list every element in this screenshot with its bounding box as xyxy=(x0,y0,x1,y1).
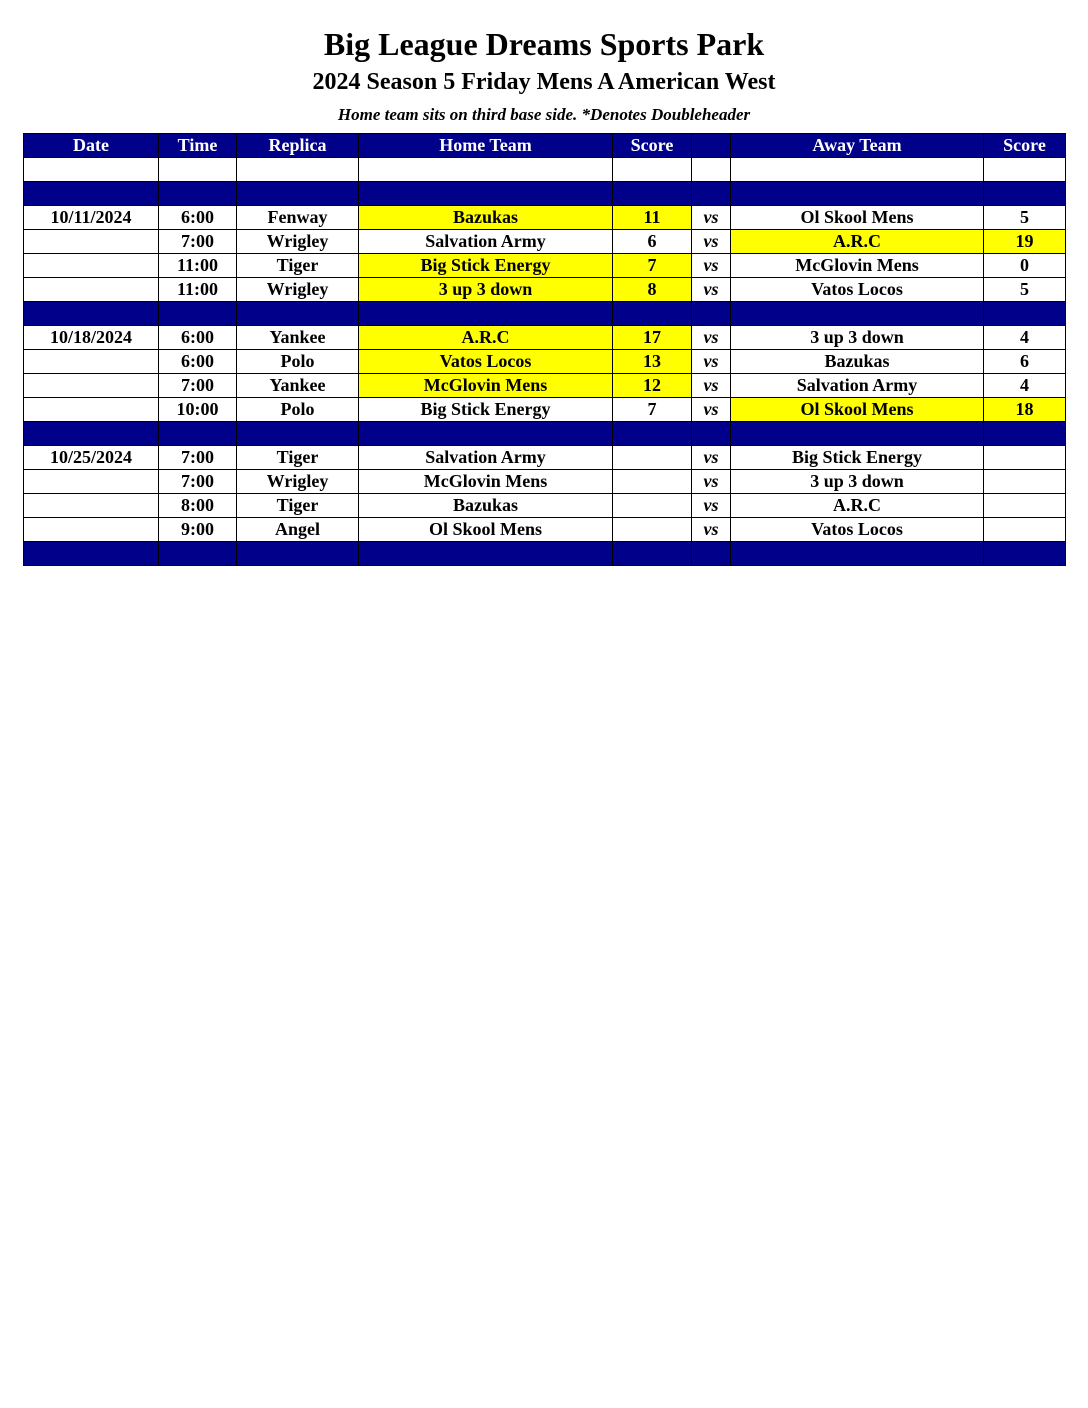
game-date xyxy=(24,398,159,422)
game-time: 7:00 xyxy=(159,374,237,398)
home-score: 13 xyxy=(613,350,692,374)
game-date xyxy=(24,278,159,302)
vs-label: vs xyxy=(692,278,731,302)
table-row xyxy=(24,446,1066,470)
away-team: Ol Skool Mens xyxy=(731,398,984,422)
col-header-home-team: Home Team xyxy=(359,134,613,158)
vs-label: vs xyxy=(692,494,731,518)
home-score: 11 xyxy=(613,206,692,230)
away-team: McGlovin Mens xyxy=(731,254,984,278)
schedule-note: Home team sits on third base side. *Denotes Doubleheader xyxy=(337,105,751,124)
separator-band xyxy=(24,422,1066,446)
home-score xyxy=(613,494,692,518)
home-score: 7 xyxy=(613,254,692,278)
header-row xyxy=(24,134,1066,158)
table-row xyxy=(24,254,1066,278)
game-replica: Tiger xyxy=(237,254,359,278)
vs-label: vs xyxy=(692,350,731,374)
table-row xyxy=(24,494,1066,518)
table-row xyxy=(24,350,1066,374)
game-date xyxy=(24,470,159,494)
game-replica: Wrigley xyxy=(237,470,359,494)
table-row xyxy=(24,230,1066,254)
game-date xyxy=(24,374,159,398)
game-replica: Yankee xyxy=(237,374,359,398)
game-date xyxy=(24,230,159,254)
game-time: 7:00 xyxy=(159,230,237,254)
home-team: Bazukas xyxy=(359,494,613,518)
away-team: Vatos Locos xyxy=(731,278,984,302)
away-score: 19 xyxy=(984,230,1066,254)
game-time: 7:00 xyxy=(159,446,237,470)
home-team: McGlovin Mens xyxy=(359,470,613,494)
schedule-table xyxy=(23,133,1066,566)
away-score: 18 xyxy=(984,398,1066,422)
table-row xyxy=(24,206,1066,230)
home-team: A.R.C xyxy=(359,326,613,350)
game-time: 6:00 xyxy=(159,350,237,374)
vs-label: vs xyxy=(692,518,731,542)
table-row xyxy=(24,374,1066,398)
away-score xyxy=(984,494,1066,518)
game-time: 8:00 xyxy=(159,494,237,518)
vs-label: vs xyxy=(692,326,731,350)
away-score: 5 xyxy=(984,278,1066,302)
game-replica: Polo xyxy=(237,350,359,374)
home-team: Bazukas xyxy=(359,206,613,230)
away-team: Ol Skool Mens xyxy=(731,206,984,230)
game-date xyxy=(24,254,159,278)
home-score: 17 xyxy=(613,326,692,350)
table-row xyxy=(24,278,1066,302)
game-time: 11:00 xyxy=(159,254,237,278)
col-header-date: Date xyxy=(24,134,159,158)
away-team: Vatos Locos xyxy=(731,518,984,542)
table-row xyxy=(24,470,1066,494)
away-score: 6 xyxy=(984,350,1066,374)
away-score xyxy=(984,470,1066,494)
col-header-time: Time xyxy=(159,134,237,158)
away-score xyxy=(984,518,1066,542)
game-date: 10/11/2024 xyxy=(24,206,159,230)
separator-band xyxy=(24,542,1066,566)
game-replica: Polo xyxy=(237,398,359,422)
table-row xyxy=(24,326,1066,350)
game-replica: Wrigley xyxy=(237,230,359,254)
away-team: Bazukas xyxy=(731,350,984,374)
col-header-home-score: Score xyxy=(613,134,692,158)
home-score: 7 xyxy=(613,398,692,422)
game-time: 6:00 xyxy=(159,206,237,230)
game-date xyxy=(24,494,159,518)
vs-label: vs xyxy=(692,230,731,254)
game-time: 11:00 xyxy=(159,278,237,302)
page-subtitle: 2024 Season 5 Friday Mens A American West xyxy=(312,69,776,95)
away-score: 0 xyxy=(984,254,1066,278)
game-date: 10/25/2024 xyxy=(24,446,159,470)
home-score xyxy=(613,470,692,494)
away-team: A.R.C xyxy=(731,230,984,254)
home-team: Vatos Locos xyxy=(359,350,613,374)
vs-label: vs xyxy=(692,446,731,470)
away-team: 3 up 3 down xyxy=(731,326,984,350)
game-replica: Fenway xyxy=(237,206,359,230)
away-score xyxy=(984,446,1066,470)
game-date: 10/18/2024 xyxy=(24,326,159,350)
away-team: Salvation Army xyxy=(731,374,984,398)
home-team: Ol Skool Mens xyxy=(359,518,613,542)
game-replica: Wrigley xyxy=(237,278,359,302)
game-time: 9:00 xyxy=(159,518,237,542)
home-score: 12 xyxy=(613,374,692,398)
vs-label: vs xyxy=(692,254,731,278)
separator-band xyxy=(24,182,1066,206)
game-replica: Tiger xyxy=(237,446,359,470)
col-header-away-score: Score xyxy=(984,134,1066,158)
home-team: Salvation Army xyxy=(359,230,613,254)
away-score: 4 xyxy=(984,326,1066,350)
game-time: 6:00 xyxy=(159,326,237,350)
home-score xyxy=(613,446,692,470)
away-score: 5 xyxy=(984,206,1066,230)
home-score: 8 xyxy=(613,278,692,302)
table-row xyxy=(24,518,1066,542)
home-team: Big Stick Energy xyxy=(359,398,613,422)
home-team: McGlovin Mens xyxy=(359,374,613,398)
away-team: Big Stick Energy xyxy=(731,446,984,470)
home-team: 3 up 3 down xyxy=(359,278,613,302)
game-date xyxy=(24,350,159,374)
vs-label: vs xyxy=(692,206,731,230)
away-team: A.R.C xyxy=(731,494,984,518)
home-team: Salvation Army xyxy=(359,446,613,470)
game-time: 7:00 xyxy=(159,470,237,494)
vs-label: vs xyxy=(692,470,731,494)
game-replica: Yankee xyxy=(237,326,359,350)
blank-row xyxy=(24,158,1066,182)
col-header-replica: Replica xyxy=(237,134,359,158)
col-header-vs xyxy=(692,134,731,158)
separator-band xyxy=(24,302,1066,326)
game-replica: Angel xyxy=(237,518,359,542)
game-time: 10:00 xyxy=(159,398,237,422)
game-date xyxy=(24,518,159,542)
table-row xyxy=(24,398,1066,422)
vs-label: vs xyxy=(692,374,731,398)
game-replica: Tiger xyxy=(237,494,359,518)
home-score: 6 xyxy=(613,230,692,254)
home-team: Big Stick Energy xyxy=(359,254,613,278)
home-score xyxy=(613,518,692,542)
page-title: Big League Dreams Sports Park xyxy=(323,26,765,62)
away-score: 4 xyxy=(984,374,1066,398)
col-header-away-team: Away Team xyxy=(731,134,984,158)
away-team: 3 up 3 down xyxy=(731,470,984,494)
vs-label: vs xyxy=(692,398,731,422)
